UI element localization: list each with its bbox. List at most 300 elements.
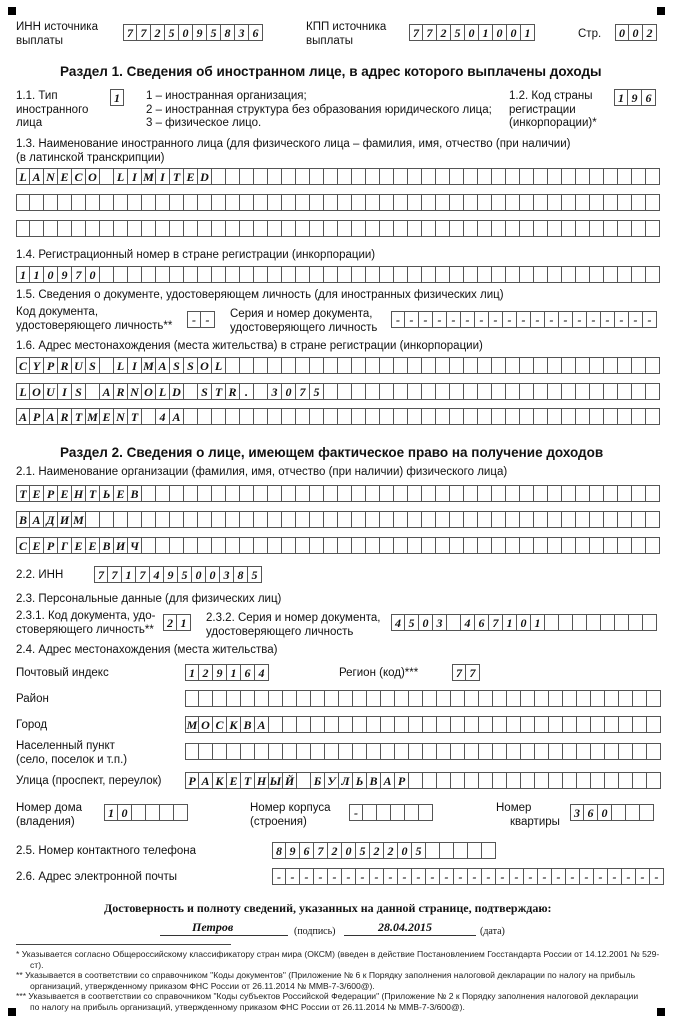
char-cell	[450, 357, 464, 374]
char-cell	[563, 743, 577, 760]
char-cell	[226, 220, 240, 237]
foreign-person-type-field[interactable]	[110, 89, 124, 106]
char-cell	[170, 220, 184, 237]
f26-label: 2.6. Адрес электронной почты	[16, 871, 178, 883]
foreign-name-row-2[interactable]	[16, 194, 660, 211]
char-cell	[380, 168, 394, 185]
char-cell: -	[461, 311, 475, 328]
char-cell	[577, 772, 591, 789]
char-cell	[282, 485, 296, 502]
doc-code-field[interactable]	[163, 614, 191, 631]
char-cell: 0	[507, 24, 521, 41]
char-cell	[227, 743, 241, 760]
char-cell	[212, 220, 226, 237]
char-cell	[423, 716, 437, 733]
f25-label: 2.5. Номер контактного телефона	[16, 845, 196, 857]
char-cell	[640, 804, 654, 821]
char-cell	[16, 194, 30, 211]
char-cell: L	[212, 357, 226, 374]
char-cell	[545, 614, 559, 631]
char-cell	[311, 743, 325, 760]
char-cell	[562, 357, 576, 374]
char-cell	[394, 537, 408, 554]
char-cell	[226, 194, 240, 211]
char-cell	[534, 511, 548, 528]
char-cell	[408, 357, 422, 374]
foreign-doc-series-field[interactable]	[391, 311, 657, 328]
char-cell	[366, 220, 380, 237]
char-cell: I	[156, 168, 170, 185]
f15-code-label: Код документа, удостоверяющего личность**	[16, 306, 173, 332]
char-cell: -	[559, 311, 573, 328]
char-cell	[422, 383, 436, 400]
char-cell: Н	[72, 485, 86, 502]
foreign-address-row-1[interactable]	[16, 357, 660, 374]
char-cell	[338, 220, 352, 237]
city-field[interactable]	[185, 716, 661, 733]
char-cell: 5	[165, 24, 179, 41]
char-cell: -	[552, 868, 566, 885]
char-cell	[324, 266, 338, 283]
char-cell	[520, 266, 534, 283]
char-cell: M	[142, 168, 156, 185]
char-cell	[405, 804, 419, 821]
char-cell	[507, 743, 521, 760]
char-cell	[647, 772, 661, 789]
email-field[interactable]	[272, 868, 664, 885]
char-cell: К	[227, 716, 241, 733]
char-cell: -	[489, 311, 503, 328]
char-cell: В	[367, 772, 381, 789]
char-cell	[156, 511, 170, 528]
beneficiary-inn-field[interactable]	[94, 566, 262, 583]
char-cell: 1	[531, 614, 545, 631]
char-cell	[548, 266, 562, 283]
char-cell: Р	[44, 537, 58, 554]
locality-field[interactable]	[185, 743, 661, 760]
char-cell: -	[580, 868, 594, 885]
char-cell	[212, 266, 226, 283]
char-cell	[447, 614, 461, 631]
f14-label: 1.4. Регистрационный номер в стране регистрации (инкорпорации)	[16, 249, 376, 261]
char-cell: -	[496, 868, 510, 885]
char-cell	[254, 408, 268, 425]
char-cell	[618, 194, 632, 211]
char-cell: T	[170, 168, 184, 185]
char-cell: U	[44, 383, 58, 400]
beneficiary-name-row-2[interactable]	[16, 511, 660, 528]
char-cell: 4	[391, 614, 405, 631]
char-cell: -	[201, 311, 215, 328]
char-cell	[380, 357, 394, 374]
char-cell	[604, 383, 618, 400]
char-cell	[548, 357, 562, 374]
char-cell	[520, 357, 534, 374]
char-cell	[325, 716, 339, 733]
char-cell: 5	[451, 24, 465, 41]
char-cell	[520, 168, 534, 185]
char-cell	[563, 690, 577, 707]
char-cell	[437, 716, 451, 733]
char-cell	[506, 357, 520, 374]
char-cell	[492, 383, 506, 400]
char-cell	[324, 408, 338, 425]
char-cell	[338, 408, 352, 425]
char-cell	[184, 537, 198, 554]
char-cell	[297, 690, 311, 707]
char-cell	[646, 537, 660, 554]
char-cell: К	[213, 772, 227, 789]
char-cell	[240, 220, 254, 237]
char-cell: 5	[405, 614, 419, 631]
char-cell	[506, 220, 520, 237]
beneficiary-name-row-3[interactable]	[16, 537, 660, 554]
region-label: Регион (код)***	[339, 667, 419, 679]
char-cell: 1	[104, 804, 118, 821]
char-cell	[451, 743, 465, 760]
f12-label: 1.2. Код страны регистрации (инкорпорации)*	[509, 90, 597, 129]
char-cell	[114, 511, 128, 528]
corpus-label: Номер корпуса (строения)	[250, 802, 331, 828]
char-cell: 1	[122, 566, 136, 583]
char-cell	[240, 408, 254, 425]
char-cell	[604, 194, 618, 211]
foreign-address-row-3[interactable]	[16, 408, 660, 425]
char-cell	[338, 194, 352, 211]
char-cell: В	[100, 537, 114, 554]
registration-number-field[interactable]	[16, 266, 660, 283]
char-cell: C	[72, 168, 86, 185]
char-cell	[506, 511, 520, 528]
char-cell	[633, 772, 647, 789]
kpp-field[interactable]	[409, 24, 535, 41]
char-cell	[408, 220, 422, 237]
char-cell	[212, 194, 226, 211]
char-cell: Е	[227, 772, 241, 789]
foreign-name-row-3[interactable]	[16, 220, 660, 237]
char-cell	[128, 220, 142, 237]
char-cell	[240, 168, 254, 185]
char-cell: 1	[30, 266, 44, 283]
char-cell	[562, 511, 576, 528]
char-cell: -	[503, 311, 517, 328]
char-cell: 0	[398, 842, 412, 859]
char-cell	[492, 266, 506, 283]
char-cell	[422, 511, 436, 528]
char-cell	[100, 194, 114, 211]
city-label: Город	[16, 719, 48, 731]
char-cell	[408, 194, 422, 211]
char-cell: Y	[30, 357, 44, 374]
char-cell	[646, 266, 660, 283]
char-cell	[604, 537, 618, 554]
char-cell	[478, 220, 492, 237]
char-cell	[605, 772, 619, 789]
char-cell: 0	[493, 24, 507, 41]
char-cell	[213, 690, 227, 707]
char-cell	[366, 194, 380, 211]
char-cell	[282, 408, 296, 425]
char-cell: -	[454, 868, 468, 885]
char-cell	[548, 168, 562, 185]
corpus-field[interactable]	[349, 804, 433, 821]
char-cell	[548, 408, 562, 425]
char-cell	[185, 743, 199, 760]
char-cell	[100, 357, 114, 374]
char-cell: -	[370, 868, 384, 885]
char-cell	[353, 690, 367, 707]
char-cell	[366, 408, 380, 425]
footnote-divider	[16, 944, 231, 945]
char-cell	[465, 772, 479, 789]
char-cell: 6	[249, 24, 263, 41]
char-cell	[338, 357, 352, 374]
char-cell: 9	[213, 664, 227, 681]
char-cell	[212, 168, 226, 185]
district-field[interactable]	[185, 690, 661, 707]
char-cell	[296, 511, 310, 528]
char-cell	[296, 266, 310, 283]
char-cell	[604, 168, 618, 185]
char-cell: 1	[503, 614, 517, 631]
char-cell	[563, 716, 577, 733]
char-cell	[142, 485, 156, 502]
foreign-doc-code-field[interactable]	[187, 311, 215, 328]
char-cell	[618, 168, 632, 185]
char-cell: -	[475, 311, 489, 328]
foreign-address-row-2[interactable]	[16, 383, 660, 400]
f21-label: 2.1. Наименование организации (фамилия, имя, отчество (при наличии) физического лица)	[16, 466, 508, 478]
char-cell: R	[226, 383, 240, 400]
f232-label: 2.3.2. Серия и номер документа, удостоверяющего личность	[206, 612, 381, 638]
char-cell	[352, 357, 366, 374]
char-cell: Е	[86, 537, 100, 554]
char-cell	[479, 690, 493, 707]
char-cell	[198, 511, 212, 528]
char-cell	[352, 194, 366, 211]
char-cell: P	[44, 357, 58, 374]
char-cell: Р	[44, 485, 58, 502]
char-cell	[394, 194, 408, 211]
foreign-name-row-1[interactable]	[16, 168, 660, 185]
char-cell	[241, 690, 255, 707]
char-cell	[632, 537, 646, 554]
char-cell	[185, 690, 199, 707]
signature-date[interactable]: 28.04.2015	[378, 920, 432, 934]
char-cell	[605, 716, 619, 733]
char-cell	[454, 842, 468, 859]
char-cell: С	[16, 537, 30, 554]
char-cell: L	[16, 383, 30, 400]
char-cell	[254, 383, 268, 400]
house-field[interactable]	[104, 804, 188, 821]
char-cell	[632, 266, 646, 283]
char-cell	[395, 716, 409, 733]
char-cell	[227, 690, 241, 707]
char-cell	[534, 537, 548, 554]
char-cell: 1	[479, 24, 493, 41]
signer-name[interactable]: Петров	[192, 920, 234, 934]
char-cell	[352, 266, 366, 283]
char-cell	[311, 716, 325, 733]
char-cell	[255, 690, 269, 707]
char-cell	[422, 485, 436, 502]
char-cell: 7	[466, 664, 480, 681]
phone-field[interactable]	[272, 842, 496, 859]
char-cell: 7	[108, 566, 122, 583]
region-field[interactable]	[452, 664, 480, 681]
char-cell	[450, 511, 464, 528]
char-cell	[408, 168, 422, 185]
char-cell: А	[199, 772, 213, 789]
char-cell	[478, 485, 492, 502]
char-cell	[296, 537, 310, 554]
char-cell	[493, 772, 507, 789]
char-cell	[646, 220, 660, 237]
char-cell	[643, 614, 657, 631]
char-cell	[549, 716, 563, 733]
char-cell	[269, 716, 283, 733]
page-number-field[interactable]	[615, 24, 657, 41]
char-cell: В	[16, 511, 30, 528]
beneficiary-name-row-1[interactable]	[16, 485, 660, 502]
char-cell	[465, 743, 479, 760]
char-cell	[450, 537, 464, 554]
char-cell	[464, 220, 478, 237]
char-cell	[174, 804, 188, 821]
char-cell	[226, 408, 240, 425]
corner-marker-bottom-left	[8, 1008, 16, 1016]
char-cell	[482, 842, 496, 859]
char-cell: 7	[489, 614, 503, 631]
doc-series-number-field[interactable]	[391, 614, 657, 631]
char-cell: 0	[342, 842, 356, 859]
street-field[interactable]	[185, 772, 661, 789]
char-cell	[436, 511, 450, 528]
char-cell: S	[72, 383, 86, 400]
char-cell: 9	[193, 24, 207, 41]
char-cell: D	[198, 168, 212, 185]
char-cell	[590, 485, 604, 502]
char-cell	[619, 690, 633, 707]
char-cell	[394, 408, 408, 425]
char-cell: T	[72, 408, 86, 425]
char-cell	[590, 357, 604, 374]
char-cell	[394, 168, 408, 185]
char-cell	[352, 511, 366, 528]
char-cell	[535, 690, 549, 707]
char-cell	[507, 716, 521, 733]
char-cell	[269, 743, 283, 760]
inn-field[interactable]	[123, 24, 263, 41]
char-cell	[647, 743, 661, 760]
char-cell: O	[142, 383, 156, 400]
footnote-1: * Указывается согласно Общероссийскому классификатору стран мира (ОКСМ) (введен в действие Постановлением Госстандарта России от 14.12.2001 № 529-	[16, 949, 660, 959]
char-cell	[626, 804, 640, 821]
char-cell: Е	[72, 537, 86, 554]
f231-label: 2.3.1. Код документа, удо- стоверяющего личность**	[16, 610, 156, 636]
char-cell	[184, 266, 198, 283]
char-cell	[618, 383, 632, 400]
char-cell: 8	[234, 566, 248, 583]
char-cell	[58, 220, 72, 237]
char-cell: L	[114, 357, 128, 374]
char-cell	[240, 357, 254, 374]
char-cell	[254, 485, 268, 502]
char-cell	[226, 357, 240, 374]
char-cell	[240, 266, 254, 283]
char-cell: Ь	[100, 485, 114, 502]
char-cell	[282, 537, 296, 554]
char-cell	[184, 485, 198, 502]
char-cell	[632, 485, 646, 502]
char-cell	[380, 194, 394, 211]
char-cell	[394, 357, 408, 374]
char-cell: А	[255, 716, 269, 733]
f15-series-label: Серия и номер документа, удостоверяющего личность	[230, 308, 378, 334]
char-cell: -	[629, 311, 643, 328]
char-cell: A	[16, 408, 30, 425]
char-cell	[562, 266, 576, 283]
char-cell	[338, 485, 352, 502]
char-cell	[479, 743, 493, 760]
char-cell	[520, 220, 534, 237]
char-cell: А	[30, 511, 44, 528]
corner-marker-top-left	[8, 7, 16, 15]
char-cell	[268, 408, 282, 425]
char-cell	[254, 511, 268, 528]
char-cell: R	[58, 408, 72, 425]
char-cell	[478, 408, 492, 425]
char-cell	[423, 690, 437, 707]
char-cell	[353, 743, 367, 760]
char-cell	[534, 383, 548, 400]
char-cell	[254, 194, 268, 211]
char-cell: -	[447, 311, 461, 328]
char-cell	[436, 266, 450, 283]
char-cell	[422, 220, 436, 237]
char-cell	[534, 266, 548, 283]
char-cell: -	[272, 868, 286, 885]
char-cell	[160, 804, 174, 821]
char-cell: 6	[300, 842, 314, 859]
char-cell	[464, 537, 478, 554]
char-cell	[633, 690, 647, 707]
char-cell: В	[241, 716, 255, 733]
char-cell: Ч	[128, 537, 142, 554]
char-cell	[426, 842, 440, 859]
char-cell	[492, 220, 506, 237]
char-cell: T	[212, 383, 226, 400]
char-cell	[310, 537, 324, 554]
date-line	[344, 935, 476, 936]
char-cell: S	[170, 357, 184, 374]
char-cell	[576, 537, 590, 554]
char-cell: 6	[475, 614, 489, 631]
f24-label: 2.4. Адрес местонахождения (места жительства)	[16, 644, 278, 656]
char-cell	[86, 383, 100, 400]
date-caption: (дата)	[480, 926, 505, 937]
zip-field[interactable]	[185, 664, 269, 681]
char-cell	[282, 357, 296, 374]
apartment-field[interactable]	[570, 804, 654, 821]
char-cell: Р	[185, 772, 199, 789]
char-cell	[268, 537, 282, 554]
country-code-field[interactable]	[614, 89, 656, 106]
char-cell: 1	[227, 664, 241, 681]
char-cell: 1	[16, 266, 30, 283]
char-cell	[282, 511, 296, 528]
